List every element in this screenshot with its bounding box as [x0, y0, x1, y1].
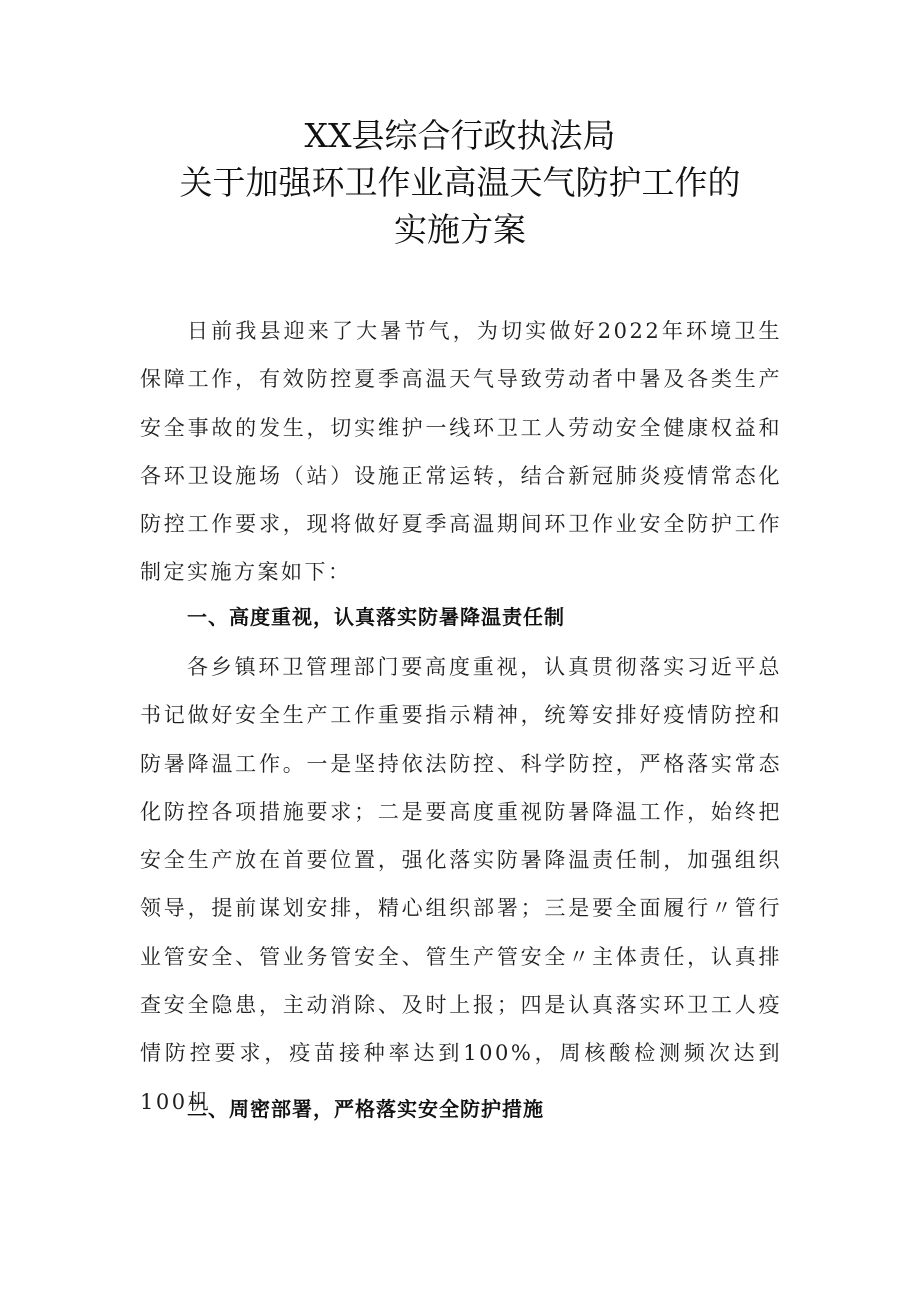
document-title: [0, 112, 920, 253]
title-line-1: XX县综合行政执法局: [304, 116, 616, 155]
section-heading-2: 二、周密部署，严格落实安全防护措施: [187, 1097, 544, 1121]
section-1-paragraph: 各乡镇环卫管理部门要高度重视，认真贯彻落实习近平总书记做好安全生产工作重要指示精神，统筹安排好疫情防控和防暑降温工作。一是坚持依法防控、科学防控，严格落实常态化防控各项措施要求；二是要高度重视防暑降温工作，始终把安全生产放在首要位置，强化落实防暑降温责任制，加强组织领导，提前谋划安排，精心组织部署；三是要全面履行〃管行业管安全、管业务管安全、管生产管安全〃主体责任，认真排查安全隐患，主动消除、及时上报；四是认真落实环卫工人疫情防控要求，疫苗接种率达到100%，周核酸检测频次达到100机: [140, 655, 782, 1114]
intro-paragraph: 日前我县迎来了大暑节气，为切实做好2022年环境卫生保障工作，有效防控夏季高温天气导致劳动者中暑及各类生产安全事故的发生，切实维护一线环卫工人劳动安全健康权益和各环卫设施场（站）设施正常运转，结合新冠肺炎疫情常态化防控工作要求，现将做好夏季高温期间环卫作业安全防护工作制定实施方案如下：: [140, 319, 782, 585]
title-line-2: 关于加强环卫作业高温天气防护工作的: [179, 163, 741, 202]
section-heading-1: 一、高度重视，认真落实防暑降温责任制: [187, 605, 565, 629]
title-line-3: 实施方案: [394, 210, 526, 249]
